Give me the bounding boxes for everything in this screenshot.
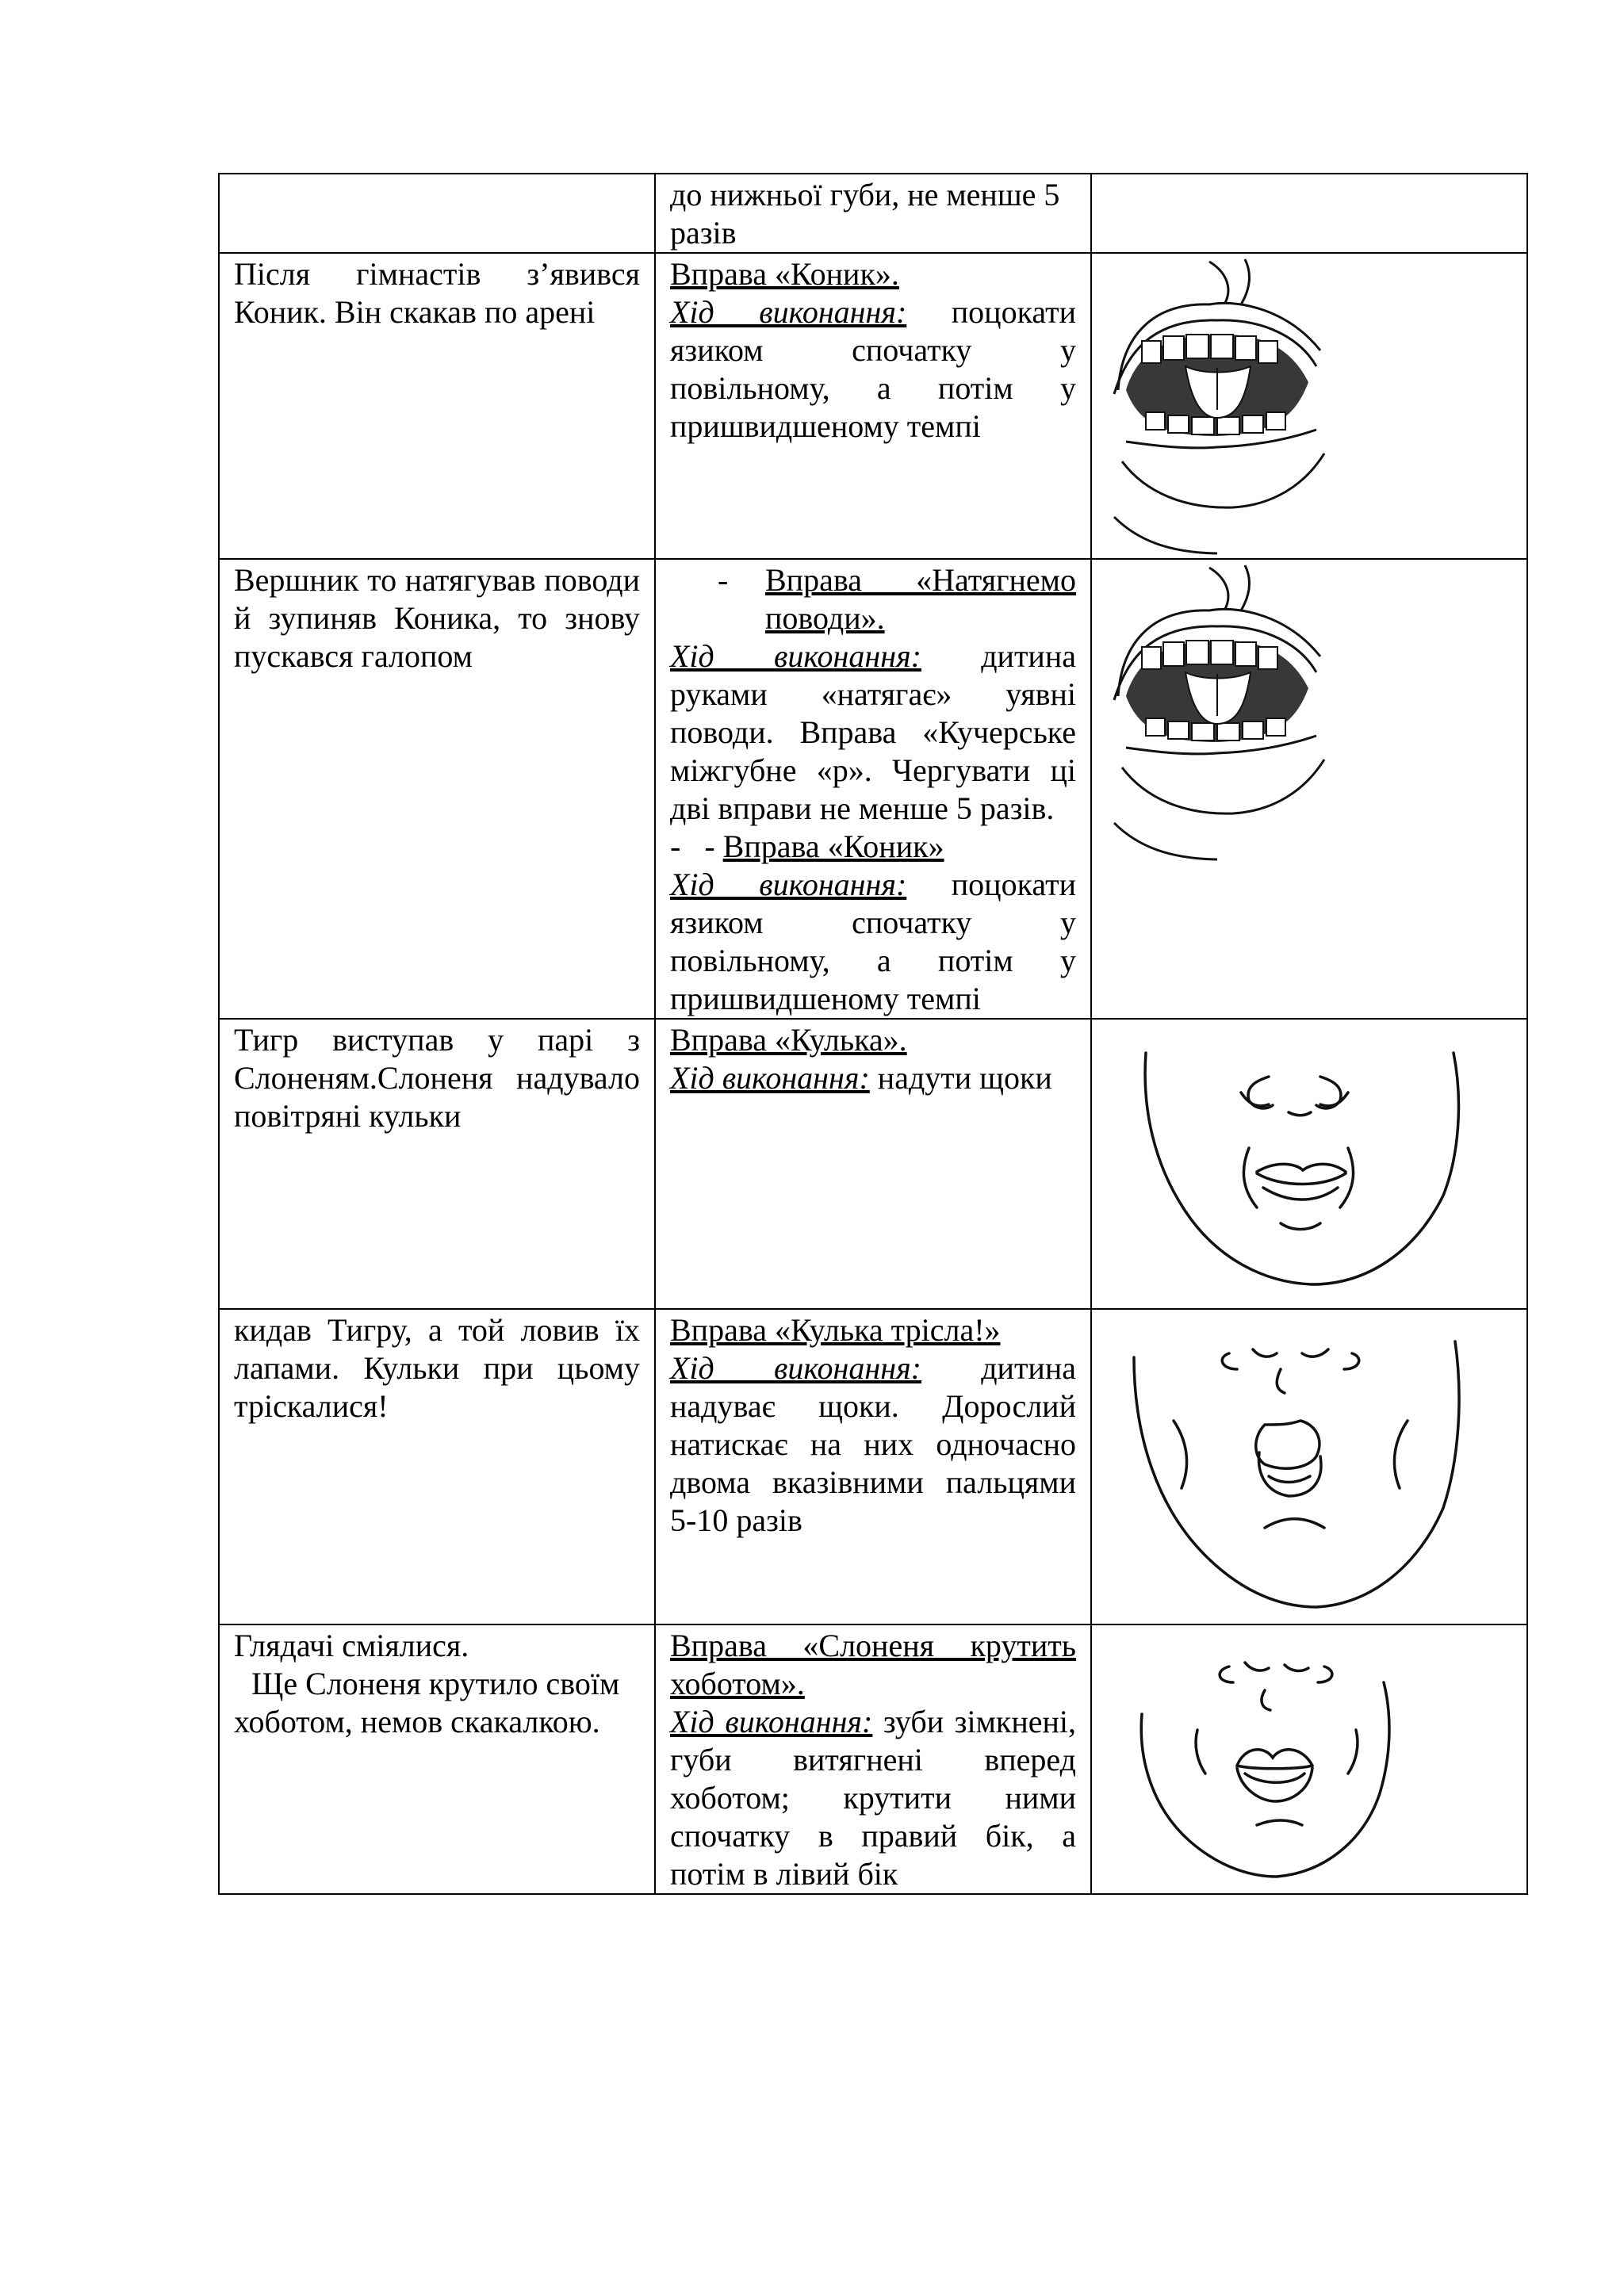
exercise-text-line: разів bbox=[670, 215, 737, 251]
exercise-title: Вправа «Кулька трісла!» bbox=[670, 1312, 1001, 1348]
table-row bbox=[219, 1019, 1527, 1309]
open-mouth-tongue-click-icon bbox=[1106, 561, 1344, 863]
exercise-title-item bbox=[670, 561, 1076, 637]
popping-cheeks-face-icon bbox=[1126, 1326, 1475, 1619]
table-row bbox=[219, 174, 1527, 253]
exercise-text-line: до нижньої губи, не менше 5 bbox=[670, 177, 1060, 212]
story-cell bbox=[219, 1019, 655, 1309]
illustration-cell bbox=[1091, 1309, 1527, 1624]
story-cell bbox=[219, 253, 655, 559]
puffed-cheeks-face-icon bbox=[1130, 1037, 1479, 1307]
execution-label: Хід виконання: bbox=[670, 638, 921, 674]
story-cell bbox=[219, 1309, 655, 1624]
execution-text: поцокати язиком спочатку у повільному, а потім у пришвидшеному темпі bbox=[670, 294, 1076, 444]
exercise-title: Вправа «Коник» bbox=[722, 828, 944, 864]
list-dash: - - bbox=[670, 828, 715, 864]
story-text: Глядачі сміялися. bbox=[234, 1628, 469, 1663]
story-cell bbox=[219, 559, 655, 1019]
table-row bbox=[219, 559, 1527, 1019]
exercise-table bbox=[218, 173, 1528, 1895]
table-row bbox=[219, 1624, 1527, 1894]
exercise-cell bbox=[655, 1624, 1091, 1894]
illustration-cell bbox=[1091, 253, 1527, 559]
execution-label: Хід виконання: bbox=[670, 1060, 870, 1096]
execution-label: Хід виконання: bbox=[670, 1704, 873, 1739]
table-row bbox=[219, 253, 1527, 559]
story-cell bbox=[219, 174, 655, 253]
exercise-title: Вправа «Кулька». bbox=[670, 1022, 907, 1058]
execution-text: надути щоки bbox=[877, 1060, 1052, 1096]
exercise-title-item bbox=[670, 828, 1076, 866]
execution-text: дитина руками «натягає» уявні поводи. Вправа «Кучерське міжгубне «р». Чергувати ці дві вправи не менше 5 разів. bbox=[670, 638, 1076, 826]
exercise-title: Вправа «Слоненя крутить хоботом». bbox=[670, 1628, 1076, 1701]
exercise-cell bbox=[655, 1309, 1091, 1624]
exercise-cell bbox=[655, 1019, 1091, 1309]
story-text: Після гімнастів з’явився Коник. Він скакав по арені bbox=[234, 256, 640, 330]
pursed-lips-face-icon bbox=[1126, 1635, 1411, 1881]
exercise-cell bbox=[655, 559, 1091, 1019]
story-text: Ще Слоненя крутило своїм хоботом, немов скакалкою. bbox=[234, 1666, 620, 1739]
execution-text: зуби зімкнені, губи витягнені вперед хоботом; крутити ними спочатку в правий бік, а потім в лівий бік bbox=[670, 1704, 1076, 1892]
story-text: Тигр виступав у парі з Слоненям.Слоненя надувало повітряні кульки bbox=[234, 1022, 640, 1134]
execution-label: Хід виконання: bbox=[670, 294, 907, 330]
open-mouth-tongue-click-icon bbox=[1106, 255, 1344, 557]
story-text: Вершник то натягував поводи й зупиняв Коника, то знову пускався галопом bbox=[234, 562, 640, 674]
execution-text: дитина надуває щоки. Дорослий натискає на них одночасно двома вказівними пальцями 5-10 разів bbox=[670, 1350, 1076, 1538]
illustration-cell bbox=[1091, 1624, 1527, 1894]
list-dash: - bbox=[718, 562, 729, 598]
table-row bbox=[219, 1309, 1527, 1624]
illustration-cell bbox=[1091, 559, 1527, 1019]
exercise-cell bbox=[655, 174, 1091, 253]
exercise-title: Вправа «Натягнемо поводи». bbox=[765, 562, 1076, 636]
exercise-title: Вправа «Коник». bbox=[670, 256, 899, 292]
execution-label: Хід виконання: bbox=[670, 1350, 921, 1386]
execution-label: Хід виконання: bbox=[670, 867, 907, 902]
execution-text: поцокати язиком спочатку у повільному, а потім у пришвидшеному темпі bbox=[670, 867, 1076, 1016]
illustration-cell bbox=[1091, 174, 1527, 253]
story-text: кидав Тигру, а той ловив їх лапами. Кульки при цьому тріскалися! bbox=[234, 1312, 640, 1424]
exercise-cell bbox=[655, 253, 1091, 559]
illustration-cell bbox=[1091, 1019, 1527, 1309]
story-cell bbox=[219, 1624, 655, 1894]
